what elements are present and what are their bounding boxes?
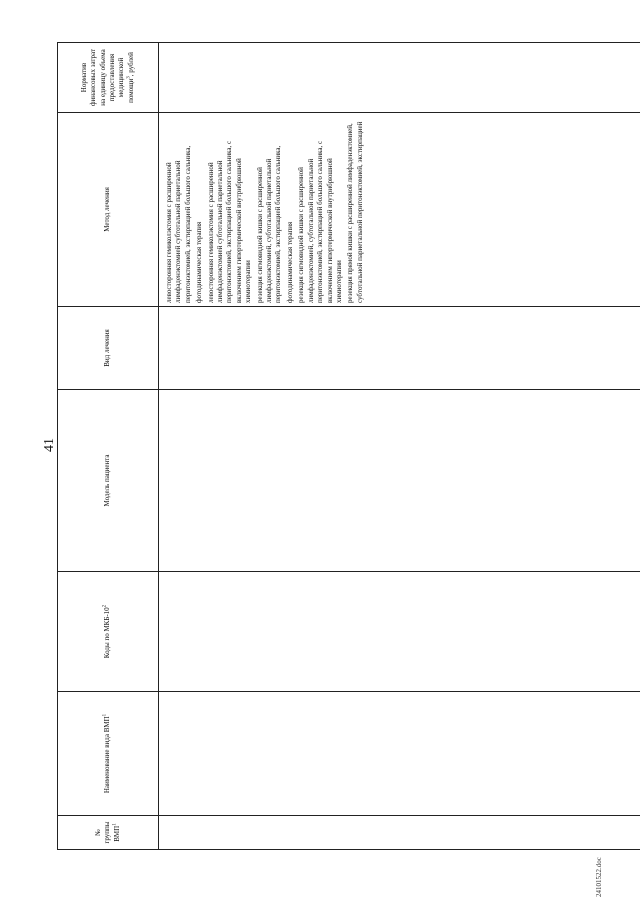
header-treatment-method-label: Метод лечения — [103, 187, 112, 232]
method-item: фотодинамическая терапия — [285, 221, 294, 303]
method-item: левосторонняя гемиколэктомия с расширенной лимфаденэктомией субтотальной париетальной перитонэктомией, экстирпацией большого сальника, — [165, 145, 192, 303]
header-vmp-name-footnote: 1 — [102, 713, 108, 717]
header-icd-codes — [58, 572, 159, 692]
header-group-no — [58, 816, 159, 850]
cell-cost-norm — [159, 43, 640, 113]
header-cost-norm — [58, 43, 159, 113]
header-icd-codes-footnote: 2 — [102, 604, 108, 608]
cell-icd-codes — [159, 572, 640, 692]
method-item: левосторонняя гемиколэктомия с расширенной лимфаденэктомией субтотальной париетальной перитонэктомией, экстирпацией большого сальника, с включением гипертермической внутрибрюшной химиотерапии — [206, 140, 253, 303]
method-item: резекция сигмовидной кишки с расширенной лимфаденэктомией, субтотальной париетальной перитонэктомией, экстирпацией большого сальника, с включением гипертермической внутрибрюшной химиотерапии — [297, 140, 343, 303]
cell-vmp-name — [159, 692, 640, 816]
page-number: 41 — [42, 438, 57, 452]
header-icd-codes-label: Коды по МКБ-10 — [103, 607, 112, 659]
header-treatment-method — [58, 113, 159, 307]
cell-treatment-type — [159, 307, 640, 390]
header-treatment-type — [58, 307, 159, 390]
method-item: фотодинамическая терапия — [195, 221, 204, 303]
cell-treatment-method — [159, 113, 640, 307]
header-cost-norm-label: Норматив финансовых затрат на единицу объема предоставления медицинской помощи — [79, 48, 135, 107]
vmp-table — [57, 42, 640, 850]
footer-filename: 24101522.doc — [595, 857, 603, 897]
table-row — [159, 43, 640, 850]
header-cost-norm-footnote: 3 — [126, 76, 132, 79]
method-item: резекция прямой кишки с расширенной лимфаденэктомией, субтотальной париетальной перитонэктомией, экстирпацией — [346, 121, 364, 303]
table-header-row — [58, 43, 159, 850]
header-group-no-footnote: 1 — [112, 823, 118, 826]
header-patient-model — [58, 390, 159, 572]
cell-patient-model — [159, 390, 640, 572]
header-cost-norm-unit: , рублей — [126, 52, 135, 77]
header-vmp-name-label: Наименование вида ВМП — [103, 716, 112, 794]
header-group-no-label: № группы ВМП — [93, 821, 121, 844]
header-patient-model-label: Модель пациента — [103, 454, 112, 507]
header-treatment-type-label: Вид лечения — [103, 329, 112, 367]
cell-group-no — [159, 816, 640, 850]
method-item: резекция сигмовидной кишки с расширенной лимфаденэктомией, субтотальной париетальной перитонэктомией, экстирпацией большого сальника, — [255, 145, 283, 303]
header-vmp-name — [58, 692, 159, 816]
